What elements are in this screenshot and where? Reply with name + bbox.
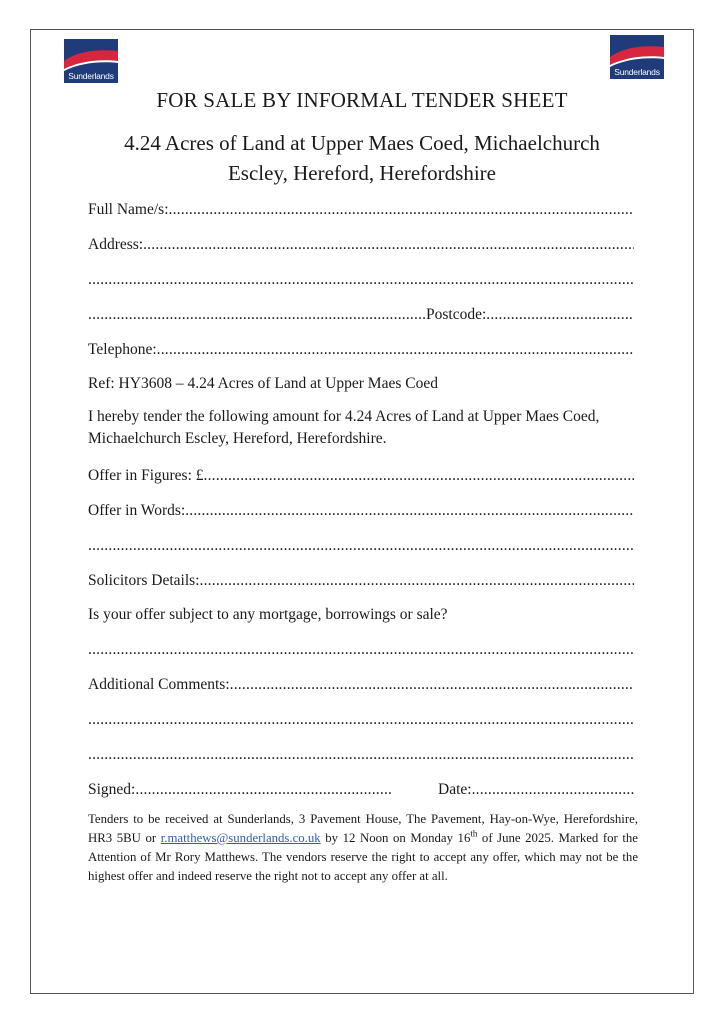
offer-figures-line[interactable]: [204, 466, 634, 486]
offer-words-field-line-2[interactable]: [88, 536, 634, 556]
property-heading-line1: 4.24 Acres of Land at Upper Maes Coed, Michaelchurch: [124, 131, 600, 155]
telephone-line[interactable]: [157, 340, 634, 360]
full-name-label: Full Name/s:: [88, 201, 169, 218]
offer-figures-label: Offer in Figures: £: [88, 467, 204, 484]
telephone-label: Telephone:: [88, 341, 157, 358]
ordinal-suffix: th: [470, 828, 478, 839]
address-line-1[interactable]: [143, 235, 634, 255]
comments-field-line-3[interactable]: [88, 745, 634, 765]
signed-label: Signed:: [88, 781, 136, 798]
reference-row: [88, 374, 634, 394]
contact-email-link[interactable]: r.matthews@sunderlands.co.uk: [160, 831, 321, 845]
sunderlands-logo-left: [64, 39, 118, 83]
postcode-label: Postcode:: [426, 306, 487, 323]
mortgage-question: Is your offer subject to any mortgage, borrowings or sale?: [88, 606, 448, 623]
address-postcode-row[interactable]: [88, 305, 634, 325]
sunderlands-logo-right: [610, 35, 664, 79]
signed-field[interactable]: [88, 780, 393, 800]
comments-field[interactable]: [88, 675, 634, 695]
address-line-3[interactable]: [88, 305, 426, 325]
reference-text: Ref: HY3608 – 4.24 Acres of Land at Upper Maes Coed: [88, 375, 438, 392]
page-title: FOR SALE BY INFORMAL TENDER SHEET: [156, 88, 568, 112]
instructions-text: Tenders to be received at Sunderlands, 3 Pavement House, The Pavement, Hay-on-Wye, Herefordshire, HR3 5BU or: [88, 812, 638, 845]
solicitors-line[interactable]: [200, 571, 634, 591]
offer-words-label: Offer in Words:: [88, 502, 186, 519]
property-heading-line2: Escley, Hereford, Herefordshire: [227, 161, 496, 185]
offer-words-line-2[interactable]: [88, 536, 634, 556]
offer-words-line-1[interactable]: [185, 501, 634, 521]
comments-label: Additional Comments:: [88, 676, 230, 693]
date-line[interactable]: [472, 780, 634, 800]
comments-line-3[interactable]: [88, 745, 634, 765]
date-field[interactable]: [438, 780, 634, 800]
address-line-2[interactable]: [88, 270, 634, 290]
signed-line[interactable]: [135, 780, 393, 800]
tender-instructions: [88, 810, 638, 886]
mortgage-answer-line[interactable]: [88, 640, 634, 660]
solicitors-label: Solicitors Details:: [88, 572, 200, 589]
address-label: Address:: [88, 236, 144, 253]
mortgage-answer-field[interactable]: [88, 640, 634, 660]
logo-wordmark: Sunderlands: [68, 71, 114, 81]
full-name-line[interactable]: [169, 200, 634, 220]
property-heading: [90, 128, 634, 188]
comments-line-1[interactable]: [230, 675, 634, 695]
telephone-field[interactable]: [88, 340, 634, 360]
solicitors-field[interactable]: [88, 571, 634, 591]
instructions-terms: of June 2025. Marked for the Attention of Mr Rory Matthews. The vendors reserve the right to accept any offer, which may not be the highest offer and indeed reserve the right not to accept any offer at all.: [88, 831, 638, 883]
address-field[interactable]: [88, 235, 634, 255]
date-label: Date:: [438, 781, 472, 798]
logo-wordmark: Sunderlands: [614, 67, 660, 77]
comments-line-2[interactable]: [88, 710, 634, 730]
address-field-line-2[interactable]: [88, 270, 634, 290]
instructions-deadline: by 12 Noon on Monday 16: [320, 831, 471, 845]
signature-date-row[interactable]: [88, 780, 634, 800]
postcode-line[interactable]: [486, 305, 634, 325]
offer-figures-field[interactable]: [88, 466, 634, 486]
full-name-field[interactable]: [88, 200, 634, 220]
offer-words-field[interactable]: [88, 501, 634, 521]
tender-declaration: I hereby tender the following amount for 4.24 Acres of Land at Upper Maes Coed, Michaelchurch Escley, Hereford, Herefordshire.: [88, 408, 600, 447]
comments-field-line-2[interactable]: [88, 710, 634, 730]
mortgage-question-row: [88, 605, 634, 625]
